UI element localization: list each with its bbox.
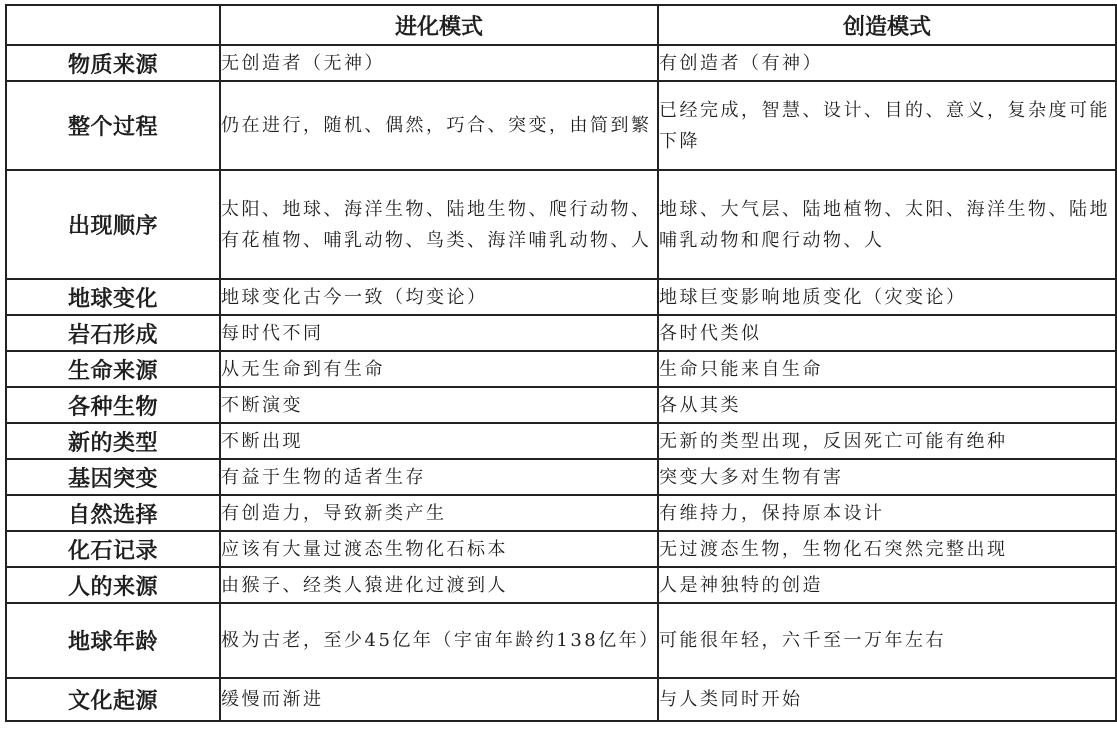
creation-cell: 无新的类型出现，反因死亡可能有绝种: [658, 423, 1116, 459]
evolution-cell: 极为古老，至少45亿年（宇宙年龄约138亿年）: [220, 603, 658, 678]
creation-cell: 有维持力，保持原本设计: [658, 495, 1116, 531]
evolution-cell: 不断演变: [220, 387, 658, 423]
table-row: [6, 603, 1116, 678]
evolution-cell: 有创造力，导致新类产生: [220, 495, 658, 531]
row-label: 出现顺序: [6, 170, 220, 279]
header-creation-model: 创造模式: [658, 5, 1116, 45]
table-row: [6, 45, 1116, 81]
comparison-table: [5, 4, 1117, 722]
row-label: 地球年龄: [6, 603, 220, 678]
row-label: 生命来源: [6, 351, 220, 387]
row-label: 各种生物: [6, 387, 220, 423]
evolution-cell: 仍在进行，随机、偶然，巧合、突变，由简到繁: [220, 81, 658, 170]
creation-cell: 有创造者（有神）: [658, 45, 1116, 81]
table-row: [6, 387, 1116, 423]
row-label: 人的来源: [6, 567, 220, 603]
creation-cell: 地球巨变影响地质变化（灾变论）: [658, 279, 1116, 315]
row-label: 自然选择: [6, 495, 220, 531]
creation-cell: 无过渡态生物，生物化石突然完整出现: [658, 531, 1116, 567]
row-label: 岩石形成: [6, 315, 220, 351]
table-row: [6, 81, 1116, 170]
creation-cell: 突变大多对生物有害: [658, 459, 1116, 495]
table-row: [6, 531, 1116, 567]
creation-cell: 人是神独特的创造: [658, 567, 1116, 603]
creation-cell: 地球、大气层、陆地植物、太阳、海洋生物、陆地哺乳动物和爬行动物、人: [658, 170, 1116, 279]
row-label: 地球变化: [6, 279, 220, 315]
table-row: [6, 351, 1116, 387]
row-label: 基因突变: [6, 459, 220, 495]
evolution-cell: 每时代不同: [220, 315, 658, 351]
table-row: [6, 459, 1116, 495]
evolution-cell: 无创造者（无神）: [220, 45, 658, 81]
evolution-cell: 缓慢而渐进: [220, 678, 658, 721]
table-row: [6, 279, 1116, 315]
header-evolution-model: 进化模式: [220, 5, 658, 45]
table-row: [6, 170, 1116, 279]
row-label: 文化起源: [6, 678, 220, 721]
evolution-cell: 地球变化古今一致（均变论）: [220, 279, 658, 315]
table-row: [6, 423, 1116, 459]
row-label: 新的类型: [6, 423, 220, 459]
evolution-cell: 从无生命到有生命: [220, 351, 658, 387]
evolution-cell: 应该有大量过渡态生物化石标本: [220, 531, 658, 567]
row-label: 物质来源: [6, 45, 220, 81]
evolution-cell: 太阳、地球、海洋生物、陆地生物、爬行动物、有花植物、哺乳动物、鸟类、海洋哺乳动物、人: [220, 170, 658, 279]
table-row: [6, 495, 1116, 531]
creation-cell: 可能很年轻，六千至一万年左右: [658, 603, 1116, 678]
table-header-row: [6, 5, 1116, 45]
evolution-cell: 由猴子、经类人猿进化过渡到人: [220, 567, 658, 603]
table-row: [6, 567, 1116, 603]
table-row: [6, 315, 1116, 351]
creation-cell: 与人类同时开始: [658, 678, 1116, 721]
creation-cell: 各时代类似: [658, 315, 1116, 351]
table-row: [6, 678, 1116, 721]
evolution-cell: 有益于生物的适者生存: [220, 459, 658, 495]
evolution-cell: 不断出现: [220, 423, 658, 459]
creation-cell: 生命只能来自生命: [658, 351, 1116, 387]
creation-cell: 已经完成，智慧、设计、目的、意义，复杂度可能下降: [658, 81, 1116, 170]
creation-cell: 各从其类: [658, 387, 1116, 423]
row-label: 整个过程: [6, 81, 220, 170]
header-corner-cell: [6, 5, 220, 45]
row-label: 化石记录: [6, 531, 220, 567]
